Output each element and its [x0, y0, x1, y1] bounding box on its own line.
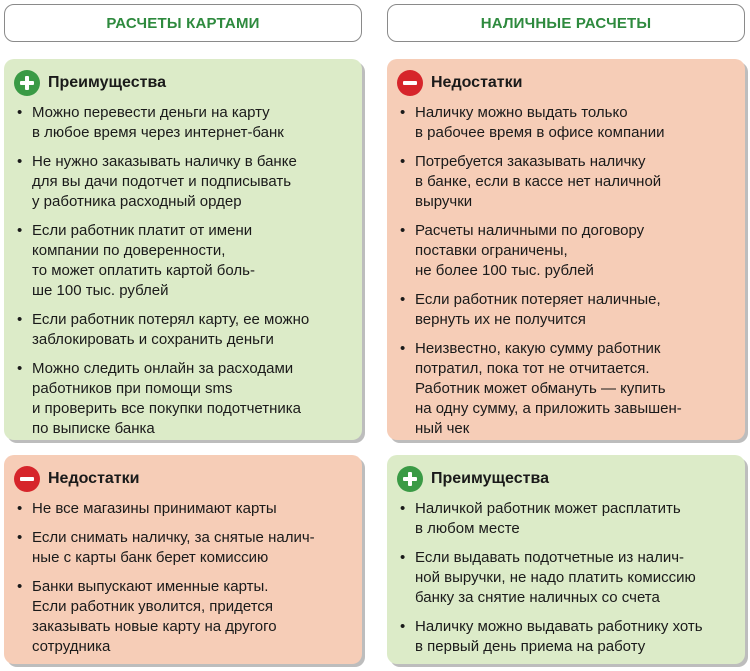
cards-column-header: РАСЧЕТЫ КАРТАМИ	[4, 4, 362, 42]
plus-circle-icon	[14, 70, 40, 96]
cash-pros-panel	[387, 455, 745, 664]
list-item: • Банки выпускают именные карты. Если работник уволится, придется заказывать новые карту на другого сотрудника	[14, 577, 348, 657]
cards-cons-title	[14, 465, 348, 493]
cards-cons-heading: Недостатки	[48, 470, 140, 487]
list-item: • Неизвестно, какую сумму работник потратил, пока тот не отчитается. Работник может обмануть — купить на одну сумму, а приложить завышен- ный чек	[397, 339, 731, 439]
minus-circle-icon	[397, 70, 423, 96]
cards-pros-heading: Преимущества	[48, 74, 166, 91]
cards-cons-panel	[4, 455, 362, 664]
cards-pros-panel	[4, 59, 362, 440]
cash-cons-title	[397, 69, 731, 97]
list-item: • Можно перевести деньги на карту в любое время через интернет-банк	[14, 103, 348, 143]
cash-pros-heading: Преимущества	[431, 470, 549, 487]
cash-pros-list	[397, 499, 731, 657]
list-item: • Не все магазины принимают карты	[14, 499, 348, 519]
list-item: • Наличку можно выдавать работнику хоть в первый день приема на работу	[397, 617, 731, 657]
cards-pros-list	[14, 103, 348, 439]
minus-circle-icon	[14, 466, 40, 492]
list-item: • Можно следить онлайн за расходами работников при помощи sms и проверить все покупки подотчетника по выписке банка	[14, 359, 348, 439]
list-item: • Наличкой работник может расплатить в любом месте	[397, 499, 731, 539]
list-item: • Если снимать наличку, за снятые налич- ные с карты банк берет комиссию	[14, 528, 348, 568]
cards-cons-list	[14, 499, 348, 657]
plus-circle-icon	[397, 466, 423, 492]
list-item: • Расчеты наличными по договору поставки ограничены, не более 100 тыс. рублей	[397, 221, 731, 281]
list-item: • Потребуется заказывать наличку в банке, если в кассе нет наличной выручки	[397, 152, 731, 212]
cash-pros-title	[397, 465, 731, 493]
cash-cons-list	[397, 103, 731, 439]
cards-pros-title	[14, 69, 348, 97]
list-item: • Наличку можно выдать только в рабочее время в офисе компании	[397, 103, 731, 143]
list-item: • Не нужно заказывать наличку в банке для вы дачи подотчет и подписывать у работника расходный ордер	[14, 152, 348, 212]
cash-cons-panel	[387, 59, 745, 440]
list-item: • Если выдавать подотчетные из налич- ной выручки, не надо платить комиссию банку за снятие наличных со счета	[397, 548, 731, 608]
list-item: • Если работник платит от имени компании по доверенности, то может оплатить картой боль- ше 100 тыс. рублей	[14, 221, 348, 301]
cash-column-header: НАЛИЧНЫЕ РАСЧЕТЫ	[387, 4, 745, 42]
cash-cons-heading: Недостатки	[431, 74, 523, 91]
list-item: • Если работник потерял карту, ее можно заблокировать и сохранить деньги	[14, 310, 348, 350]
list-item: • Если работник потеряет наличные, вернуть их не получится	[397, 290, 731, 330]
